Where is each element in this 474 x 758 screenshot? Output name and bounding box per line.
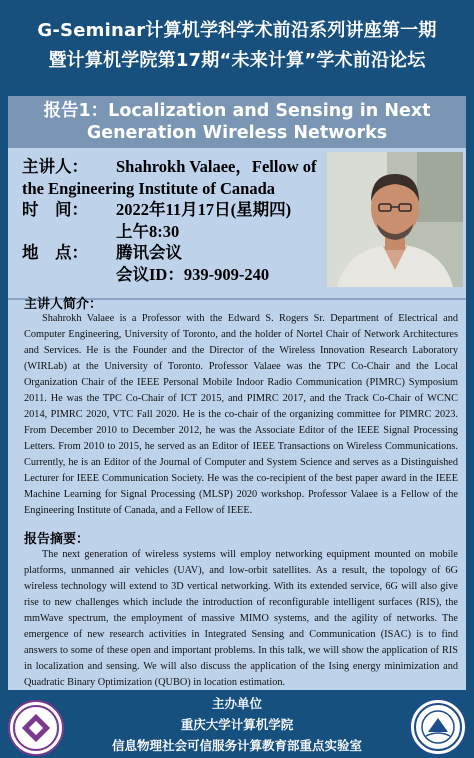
footer-organizer-school: 重庆大学计算机学院 xyxy=(180,717,294,732)
bio-title: 主讲人简介： xyxy=(24,297,103,312)
poster-header xyxy=(0,0,474,92)
lab-logo xyxy=(8,700,64,756)
speaker-portrait-image xyxy=(327,152,463,287)
speaker-label: 主讲人： xyxy=(22,157,88,176)
speaker-name: Shahrokh Valaee，Fellow of xyxy=(116,157,317,176)
time-date: 2022年11月17日(星期四) xyxy=(116,200,292,219)
speaker-row xyxy=(22,156,332,178)
event-info xyxy=(22,156,332,285)
header-line-1: G-Seminar计算机学科学术前沿系列讲座第一期 xyxy=(37,20,437,41)
footer-organizer-lab: 信息物理社会可信服务计算教育部重点实验室 xyxy=(111,738,362,753)
abstract-text: The next generation of wireless systems will employ networking equipment mounted on mobile platforms, unmanned air vehicles (UAV), and low-orbit satellites. As a result, the topology of 6G wireless technology will extend to 3D vertical networking. With its extended service, 6G will also give rise to new challenges which include the introduction of reconfigurable intelligent surfaces (RIS), the mmWave spectrum, the employment of massive MIMO systems, and the agility of networks. The emergence of new research activities in Integrated Sensing and Communication (ISAC) is to find answers to some of these open and important problems. In this talk, we will show the application of RIS in localization and sensing. We will also discuss the application of the Ising energy minimization and Quadratic Binary Optimization (QUBO) in location estimation. xyxy=(24,549,458,688)
speaker-title: the Engineering Institute of Canada xyxy=(22,178,276,198)
university-logo xyxy=(409,698,467,756)
meeting-id: 会议ID：939-909-240 xyxy=(116,264,270,284)
place-row xyxy=(22,242,332,264)
time-clock: 上午8:30 xyxy=(116,221,180,241)
abstract-title: 报告摘要： xyxy=(24,532,90,547)
report-title-line-2: Generation Wireless Networks xyxy=(86,123,388,143)
footer-organizer-label: 主办单位 xyxy=(211,696,262,711)
time-label: 时 间： xyxy=(22,200,88,219)
header-line-2: 暨计算机学院第17期“未来计算”学术前沿论坛 xyxy=(48,50,426,71)
place-label: 地 点： xyxy=(22,243,88,262)
speaker-photo xyxy=(327,152,463,287)
bio-text: Shahrokh Valaee is a Professor with the Edward S. Rogers Sr. Department of Electrical and Computer Engineering, University of Toronto, and the holder of Nortel Chair of Network Architectures and Services. He is the Founder and the Director of the Wireless Innovation Research Laboratory (WIRLab) at the University of Toronto. Professor Valaee was the TPC Co-Chair and the Local Organization Chair of the IEEE Personal Mobile Indoor Radio Communication (PIMRC) Symposium 2011. He was the TPC Co-Chair of ICT 2015, and PIMRC 2017, and the Track Co-Chair of WCNC 2014, PIMRC 2020, VTC Fall 2020. He is the co-chair of the organizing committee for PIMRC 2023. From December 2010 to December 2012, he was the Associate Editor of the IEEE Signal Processing Letters. From 2010 to 2015, he served as an Editor of IEEE Transactions on Wireless Communications. Currently, he is an Editor of the Journal of Computer and System Science and serves as a Distinguished Lecturer for IEEE Communication Society. He was the co-recipient of the best paper award in the IEEE Machine Learning for Signal Processing (MLSP) 2020 workshop. Professor Valaee is a Fellow of the Engineering Institute of Canada, and a Fellow of IEEE. xyxy=(24,313,458,516)
content-panel xyxy=(8,148,466,690)
report-title-line-1: 报告1：Localization and Sensing in Next xyxy=(43,101,431,121)
university-seal-icon xyxy=(411,700,465,754)
place-name: 腾讯会议 xyxy=(116,243,182,262)
report-title-bar xyxy=(8,96,466,148)
lab-logo-icon xyxy=(10,702,62,754)
time-row xyxy=(22,199,332,221)
poster-footer xyxy=(0,690,474,758)
